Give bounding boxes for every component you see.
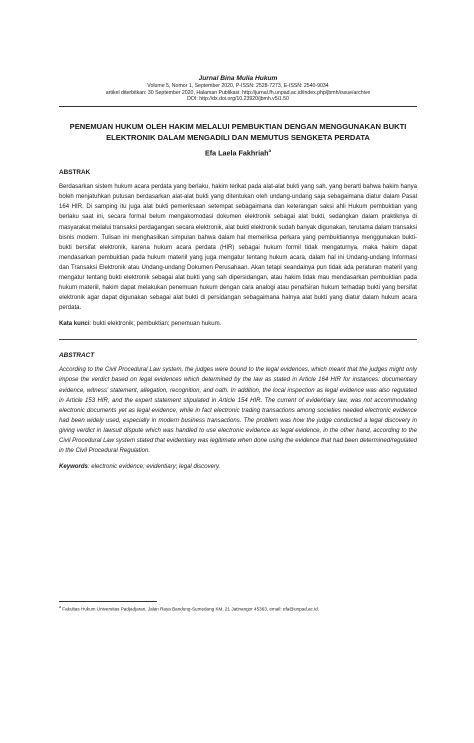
- doi-line: DOI: http://dx.doi.org/10.23920/jbmh.v5i1.50: [187, 96, 289, 103]
- abstract-keywords-label: Keywords: [59, 464, 88, 471]
- journal-name: Jurnal Bina Mulia Hukum: [198, 75, 278, 82]
- footnote: [59, 604, 417, 613]
- abstract-keywords-text: : electronic evidence; evidentiary; legal discovery.: [87, 464, 221, 471]
- abstract-keywords: [59, 462, 417, 472]
- footnote-rule: [59, 601, 157, 602]
- abstrak-text: Berdasarkan sistem hukum acara perdata yang berlaku, hakim terikat pada alat-alat bukti yang sah, yang berarti bahwa hakim hanya boleh menjatuhkan putusan berdasarkan alat-alat bukti yang ditentukan oleh undang-undang saja sebagaimana diatur dalam Pasal 164 HIR. Di samping itu juga alat bukti pemeriksaan setempat sebagaimana dan keterangan saksi ahli Hukum pembuktian yang berlaku saat ini, secara formal belum mengakomodasi dokumen elektronik sebagai alat bukti, sedangkan dalam praktiknya di masyarakat melalui transaksi perdagangan secara elektronik, alat bukti elektronik sudah banyak digunakan, terutama dalam transaksi bisnis modern. Tulisan ini menghasilkan simpulan bahwa dalam hal memeriksa perkara yang pembuktiannya menggunakan bukti-bukti bersifat elektronik, karena hukum acara perdata (HIR) sebagai hukum formil tidak mengaturnya, maka hakim dapat mendasarkan pembuktian pada hukum materiil yang juga mengatur tentang hukum acara, dalam hal ini Undang-undang Informasi dan Transaksi Elektronik atau Undang-undang Dokumen Perusahaan. Akan tetapi seandainya pun tidak ada peraturan materil yang mengatur tentang bukti elektronik sebagai alat bukti yang sah dipersidangan, atau hakim tidak mau mendasarkan pembuktian pada hukum materiil, hakim dapat melakukan penemuan hukum dengan cara analogi atau penafsiran hukum terhadap bukti yang bersifat elektronik agar dapat digunakan sebagai alat bukti di persidangan sebagaimana halnya alat bukti yang diatur dalam hukum acara perdata.: [59, 184, 417, 312]
- published-line: artikel diterbitkan: 30 September 2020, Halaman Publikasi: http://jurnal.fh.unpad.ac.id/index.php/jbmh/issue/archive: [105, 89, 371, 96]
- abstract-text: According to the Civil Procedural Law system, the judges were bound to the legal evidences, which meant that the judges might only impose the verdict based on legal evidences which determined by the law as stated in Article 164 HIR for instances: documentary evidence, witness' statement, allegation, recognition, and oath. In addition, the local inspection as legal evidence was also regulated in Article 153 HIR, and the expert statement stipulated in Article 154 HIR. The current of evidentiary law, was not accommodating electronic documents yet as legal evidence, while in fact electronic trading transactions among societies needed electronic evidence had been widely used, especially in modern business transactions. The problem was how the judge conducted a legal discovery in giving verdict in lawsuit dispute which was handled to use electronic evidence as legal evidence, in the other hand, according to the Civil Procedural Law system stated that evidentiary was legitimate when done using the evidence that had been determined/regulated in the Civil Procedural Regulation.: [59, 367, 417, 455]
- footnote-text: Fakultas Hukum Universitas Padjadjaran, Jalan Raya Bandung-Sumedang KM. 21 Jatinangor 45363, email: efa@unpad.ac.id.: [62, 606, 319, 612]
- journal-header: [59, 74, 417, 107]
- author-name: Efa Laela Fakhriah: [204, 148, 269, 158]
- volume-line: Volume 5, Nomor 1, September 2020, P-ISSN: 2528-7273, E-ISSN: 2540-9034: [147, 83, 329, 89]
- footnote-mark: a: [59, 605, 61, 609]
- article-title: PENEMUAN HUKUM OLEH HAKIM MELALUI PEMBUKTIAN DENGAN MENGGUNAKAN BUKTI ELEKTRONIK DALAM MENGADILI DAN MEMUTUS SENGKETA PERDATA: [69, 121, 407, 142]
- article-page: [0, 74, 474, 743]
- abstrak-keywords-text: : bukti elektronik; pembuktian; penemuan hukum.: [89, 321, 222, 328]
- author-line: [59, 148, 417, 157]
- section-divider: [59, 339, 417, 340]
- author-affiliation-mark: a: [268, 147, 272, 153]
- abstract-heading: ABSTRACT: [59, 352, 95, 360]
- header-rule: [59, 106, 417, 107]
- abstrak-heading: ABSTRAK: [59, 169, 91, 177]
- abstrak-keywords: [59, 319, 417, 329]
- abstrak-keywords-label: Kata kunci: [59, 321, 90, 328]
